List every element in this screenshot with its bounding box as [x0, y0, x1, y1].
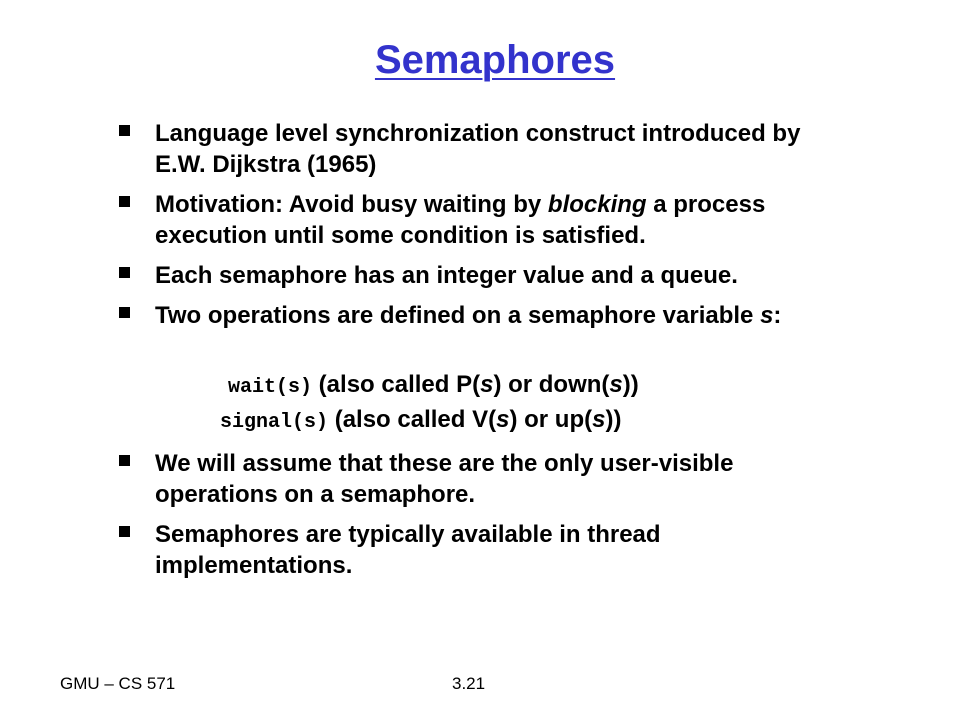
bullet-text: a process execution until some condition is satisfied.	[155, 191, 766, 249]
footer-course: GMU – CS 571	[60, 674, 176, 693]
bullet-text: Language level synchronization construct introduced by E.W. Dijkstra (1965)	[155, 120, 801, 178]
bullet-text-italic: blocking	[547, 191, 647, 218]
bullet-text: Each semaphore has an integer value and a queue.	[155, 262, 738, 289]
square-bullet-icon	[119, 307, 130, 318]
operation-desc: ))	[622, 371, 639, 398]
square-bullet-icon	[119, 125, 130, 136]
slide-title: Semaphores	[374, 38, 616, 82]
bullet-item	[119, 260, 849, 291]
bullet-item	[119, 118, 849, 180]
code-text: wait(s)	[228, 376, 313, 399]
square-bullet-icon	[119, 455, 130, 466]
bullet-item	[119, 300, 849, 331]
bullet-text: Motivation: Avoid busy waiting by	[155, 191, 548, 218]
bullet-item	[119, 519, 849, 581]
variable-text: s	[760, 302, 774, 329]
code-text: signal(s)	[220, 411, 329, 434]
signal-operation	[220, 406, 621, 434]
square-bullet-icon	[119, 267, 130, 278]
variable-text: s	[496, 406, 510, 433]
bullet-list	[119, 118, 849, 331]
bullet-item	[119, 448, 849, 510]
operation-desc: (also called P(	[312, 371, 481, 398]
footer-page-number: 3.21	[452, 674, 486, 693]
variable-text: s	[480, 371, 494, 398]
square-bullet-icon	[119, 196, 130, 207]
square-bullet-icon	[119, 526, 130, 537]
bullet-text: We will assume that these are the only user-visible operations on a semaphore.	[155, 450, 734, 508]
bullet-text: :	[773, 302, 782, 329]
operation-desc: ) or down(	[493, 371, 610, 398]
operation-desc: (also called V(	[328, 406, 497, 433]
bullet-text: Two operations are defined on a semaphore variable	[155, 302, 761, 329]
bullet-list-lower	[119, 448, 849, 581]
bullet-item	[119, 189, 849, 251]
variable-text: s	[609, 371, 623, 398]
operation-desc: ))	[605, 406, 622, 433]
operation-desc: ) or up(	[509, 406, 593, 433]
wait-operation	[228, 371, 639, 399]
variable-text: s	[592, 406, 606, 433]
bullet-text: Semaphores are typically available in thread implementations.	[155, 521, 661, 579]
